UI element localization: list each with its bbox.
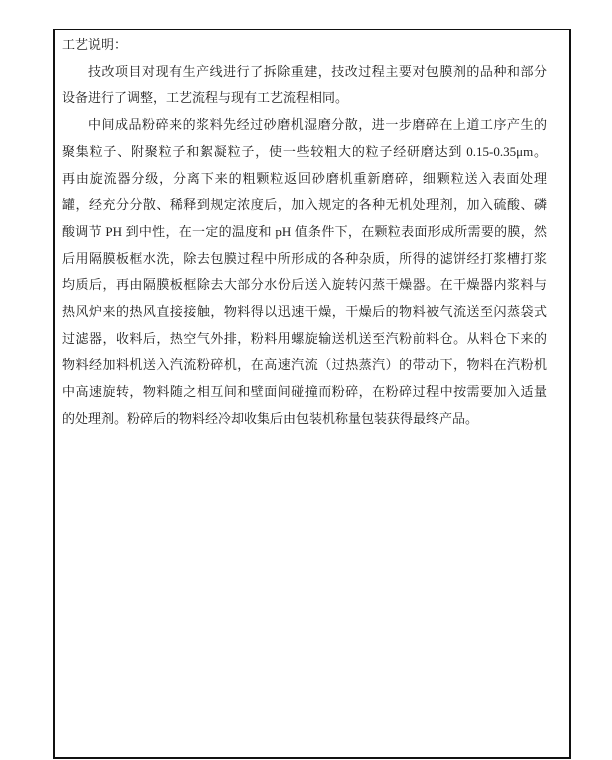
section-title: 工艺说明： <box>62 37 128 52</box>
paragraph-2-line-3: 再由旋流器分级，分离下来的粗颗粒返回砂磨机重新磨碎，细颗粒送入表面处理 <box>62 170 547 186</box>
paragraph-2-line-1: 中间成品粉碎来的浆料先经过砂磨机湿磨分散，进一步磨碎在上道工序产生的 <box>88 117 547 133</box>
paragraph-2-line-8: 热风炉来的热风直接接触，物料得以迅速干燥，干燥后的物料被气流送至闪蒸袋式 <box>62 304 547 320</box>
paragraph-2-line-7: 均质后，再由隔膜板框除去大部分水份后送入旋转闪蒸干燥器。在干燥器内浆料与 <box>62 277 547 293</box>
paragraph-2-line-5: 酸调节 PH 到中性，在一定的温度和 pH 值条件下，在颗粒表面形成所需要的膜，然 <box>62 223 547 239</box>
paragraph-2-line-11: 中高速旋转，物料随之相互间和壁面间碰撞而粉碎，在粉碎过程中按需要加入适量 <box>62 384 547 400</box>
process-description-box <box>53 29 571 759</box>
paragraph-1-line-1: 技改项目对现有生产线进行了拆除重建，技改过程主要对包膜剂的品种和部分 <box>88 63 547 79</box>
paragraph-2-line-9: 过滤器，收料后，热空气外排，粉料用螺旋输送机送至汽粉前料仓。从料仓下来的 <box>62 330 547 346</box>
paragraph-2-line-12: 的处理剂。粉碎后的物料经冷却收集后由包装机称量包装获得最终产品。 <box>62 410 479 426</box>
paragraph-2-line-10: 物料经加料机送入汽流粉碎机，在高速汽流（过热蒸汽）的带动下，物料在汽粉机 <box>62 357 547 373</box>
paragraph-2-line-2: 聚集粒子、附聚粒子和絮凝粒子，使一些较粗大的粒子经研磨达到 0.15-0.35μm。 <box>62 143 547 159</box>
paragraph-1-line-2: 设备进行了调整，工艺流程与现有工艺流程相同。 <box>62 90 349 106</box>
paragraph-2-line-4: 罐，经充分分散、稀释到规定浓度后，加入规定的各种无机处理剂，加入硫酸、磷 <box>62 197 547 213</box>
paragraph-2-line-6: 后用隔膜板框水洗，除去包膜过程中所形成的各种杂质，所得的滤饼经打浆槽打浆 <box>62 250 547 266</box>
